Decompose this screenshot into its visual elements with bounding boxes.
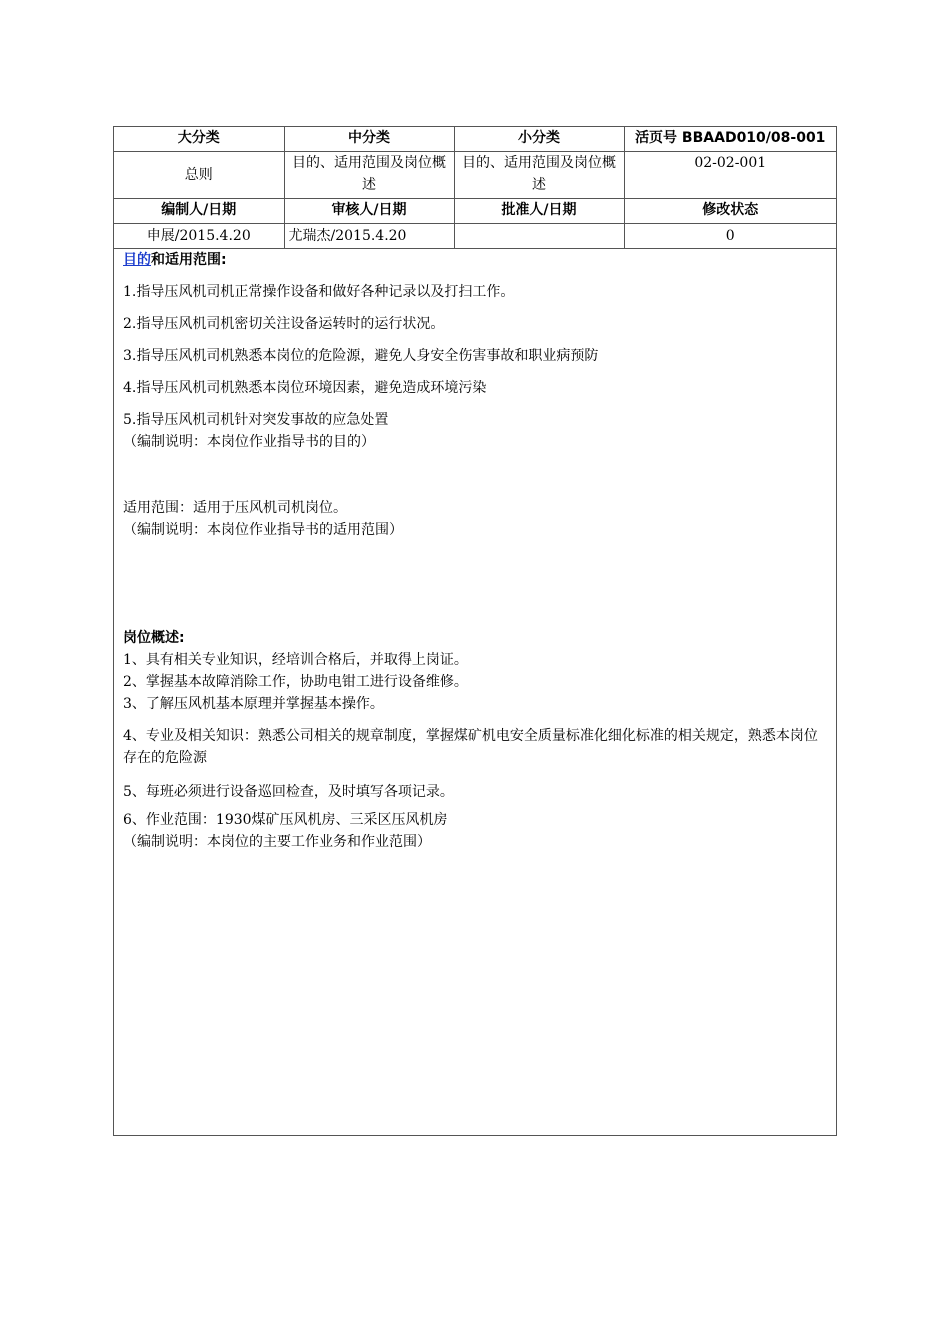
purpose-link[interactable]: 目的 <box>123 252 151 268</box>
purpose-heading-rest: 和适用范围: <box>151 252 227 268</box>
approver-cell <box>454 224 624 249</box>
scope-note: （编制说明：本岗位作业指导书的适用范围） <box>123 522 403 538</box>
purpose-item: 1.指导压风机司机正常操作设备和做好各种记录以及打扫工作。 <box>123 284 515 300</box>
category-cell: 总则 <box>114 152 284 199</box>
scope-text: 适用范围：适用于压风机司机岗位。 <box>123 500 347 516</box>
purpose-item: 5.指导压风机司机针对突发事故的应急处置 <box>123 412 389 428</box>
category-cell: 目的、适用范围及岗位概述 <box>284 152 454 199</box>
header-row <box>114 127 836 152</box>
header-cell: 小分类 <box>454 127 624 152</box>
document-body <box>114 249 836 853</box>
overview-item: 5、每班必须进行设备巡回检查，及时填写各项记录。 <box>123 784 454 800</box>
purpose-note: （编制说明：本岗位作业指导书的目的） <box>123 434 375 450</box>
reviewer-cell: 尤瑞杰/2015.4.20 <box>284 224 454 249</box>
revision-cell: 0 <box>624 224 836 249</box>
category-row <box>114 152 836 199</box>
header-cell: 编制人/日期 <box>114 199 284 224</box>
purpose-heading <box>123 249 827 271</box>
purpose-item: 2.指导压风机司机密切关注设备运转时的运行状况。 <box>123 316 445 332</box>
header-cell: 批准人/日期 <box>454 199 624 224</box>
category-cell: 目的、适用范围及岗位概述 <box>454 152 624 199</box>
header-row <box>114 199 836 224</box>
document-page <box>113 126 837 1136</box>
overview-item: 1、具有相关专业知识，经培训合格后，并取得上岗证。 <box>123 652 468 668</box>
overview-note: （编制说明：本岗位的主要工作业务和作业范围） <box>123 834 431 850</box>
header-cell: 审核人/日期 <box>284 199 454 224</box>
overview-heading: 岗位概述: <box>123 630 185 646</box>
overview-item: 6、作业范围：1930煤矿压风机房、三采区压风机房 <box>123 812 448 828</box>
header-cell: 大分类 <box>114 127 284 152</box>
purpose-item: 3.指导压风机司机熟悉本岗位的危险源，避免人身安全伤害事故和职业病预防 <box>123 348 599 364</box>
header-table <box>114 127 836 249</box>
author-cell: 申展/2015.4.20 <box>114 224 284 249</box>
overview-item: 2、掌握基本故障消除工作，协助电钳工进行设备维修。 <box>123 674 468 690</box>
overview-item: 4、专业及相关知识：熟悉公司相关的规章制度，掌握煤矿机电安全质量标准化细化标准的相关规定，熟悉本岗位存在的危险源 <box>123 728 818 766</box>
category-cell: 02-02-001 <box>624 152 836 199</box>
author-row <box>114 224 836 249</box>
header-cell: 活页号 BBAAD010/08-001 <box>624 127 836 152</box>
purpose-item: 4.指导压风机司机熟悉本岗位环境因素，避免造成环境污染 <box>123 380 487 396</box>
header-cell: 中分类 <box>284 127 454 152</box>
header-cell: 修改状态 <box>624 199 836 224</box>
overview-item: 3、了解压风机基本原理并掌握基本操作。 <box>123 696 384 712</box>
